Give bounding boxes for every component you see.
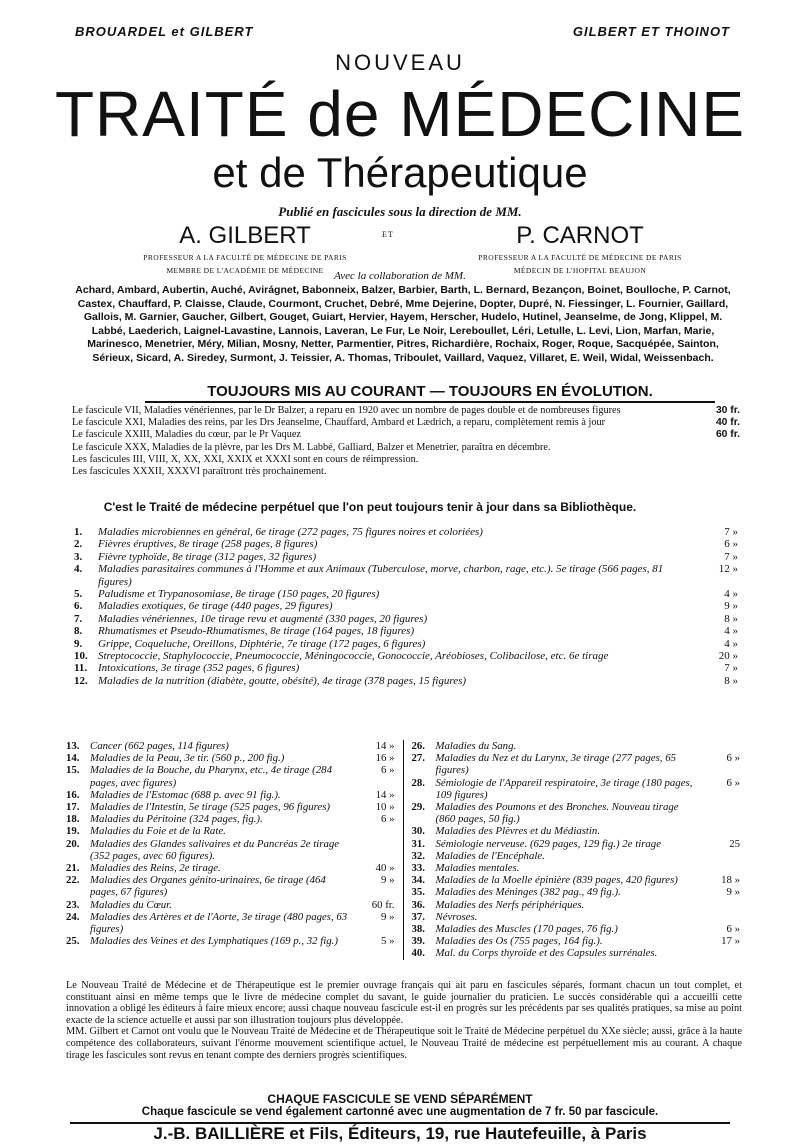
item-number: 9.: [74, 637, 83, 650]
item-number: 26.: [411, 740, 425, 752]
fascicule-notice: [72, 442, 740, 454]
item-title: Fièvres éruptives, 8e tirage (258 pages, 8 figures): [98, 538, 318, 551]
list-item: [66, 911, 395, 935]
item-number: 34.: [411, 874, 425, 887]
list-item: [74, 538, 738, 550]
director-gilbert: [95, 222, 395, 276]
list-item: [74, 650, 738, 662]
list-item: [66, 899, 395, 911]
list-item: [412, 874, 741, 886]
list-item: [66, 838, 395, 862]
item-price: 7 »: [724, 550, 738, 563]
notice-price: 40 fr.: [715, 417, 740, 429]
list-item: [74, 625, 738, 637]
notice-text: Les fascicules III, VIII, X, XX, XXI, XXIX et XXXI sont en cours de réimpression.: [72, 453, 419, 465]
list-item: [412, 801, 741, 825]
item-number: 2.: [74, 538, 83, 551]
item-title: Maladies des Os (755 pages, 164 fig.).: [435, 935, 603, 948]
banner-motto: TOUJOURS MIS AU COURANT — TOUJOURS EN ÉVOLUTION.: [145, 383, 715, 403]
list-item: [66, 825, 395, 837]
item-number: 21.: [66, 862, 80, 875]
director-name: A. GILBERT: [179, 222, 311, 249]
left-authors: BROUARDEL et GILBERT: [75, 24, 254, 39]
item-price: [700, 911, 740, 923]
item-number: 33.: [411, 862, 425, 875]
list-item: [412, 886, 741, 898]
item-number: 31.: [411, 837, 425, 850]
item-number: 40.: [411, 947, 425, 960]
list-item: [66, 764, 395, 788]
directors: [95, 222, 730, 276]
item-price: [700, 899, 740, 911]
description-paragraph: Le Nouveau Traité de Médecine et de Thérapeutique est le premier ouvrage français qui ait paru en fascicules séparés, formant chacun un tout complet, et constituant ainsi en même temps que le livre de médecine complet du savant, le guide journalier du praticien. Le succès considérable qui a accueilli cette innovation a obligé les éditeurs à faire mieux encore; aussi chaque nouveau fascicule est-il en progrès sur les précédents par ses qualités pratiques, sa mise au point exacte de la science actuelle et aussi par son illustration toujours plus développée.: [66, 980, 742, 1026]
item-title: Maladies du Foie et de la Rate.: [90, 825, 226, 838]
item-price: 6 »: [726, 776, 740, 789]
item-title: Streptococcie, Staphylococcie, Pneumococcie, Méningococcie, Gonococcie, Aréobioses, Colibacilose, etc. 6e tirage: [98, 650, 609, 663]
list-item: [412, 923, 741, 935]
item-number: 4.: [74, 563, 83, 576]
list-item: [412, 850, 741, 862]
list-item: [74, 638, 738, 650]
item-title: Maladies exotiques, 6e tirage (440 pages, 29 figures): [98, 600, 333, 613]
item-price: 9 »: [381, 910, 395, 923]
page-subtitle: et de Thérapeutique: [212, 149, 588, 196]
item-price: 40 »: [375, 862, 395, 875]
list-item: [66, 789, 395, 801]
item-title: Maladies des Veines et des Lymphatiques (169 p., 32 fig.): [90, 935, 338, 948]
item-number: 25.: [66, 935, 80, 948]
page-title: TRAITÉ de MÉDECINE: [54, 78, 746, 150]
list-item: [412, 740, 741, 752]
author-line: [75, 24, 730, 39]
right-column: [404, 740, 741, 960]
item-price: 4 »: [724, 625, 738, 638]
item-title: Fièvre typhoïde, 8e tirage (312 pages, 32 figures): [98, 550, 317, 563]
item-price: 4 »: [724, 588, 738, 601]
item-number: 39.: [411, 935, 425, 948]
item-price: [700, 947, 740, 959]
director-role: PROFESSEUR A LA FACULTÉ DE MÉDECINE DE PARIS: [478, 253, 682, 262]
item-price: 4 »: [724, 637, 738, 650]
item-price: [355, 838, 395, 862]
list-item: [74, 563, 738, 588]
list-item: [66, 813, 395, 825]
item-number: 5.: [74, 588, 83, 601]
cartonne-note: Chaque fascicule se vend également cartonné avec une augmentation de 7 fr. 50 par fascicule.: [141, 1106, 659, 1118]
item-number: 29.: [411, 801, 425, 814]
list-item: [74, 551, 738, 563]
list-item: [74, 588, 738, 600]
list-item: [412, 911, 741, 923]
right-authors: GILBERT ET THOINOT: [572, 24, 730, 39]
item-number: 35.: [411, 886, 425, 899]
item-title: Névroses.: [435, 910, 478, 923]
list-item: [412, 752, 741, 776]
notice-price: 60 fr.: [715, 429, 740, 441]
description-paragraph: MM. Gilbert et Carnot ont voulu que le Nouveau Traité de Médecine et de Thérapeutique soit le Traité de Médecine perpétuel du XXe siècle; aussi, grâce à la haute compétence des collaborateurs, suivant l'énorme mouvement scientifique actuel, le Nouveau Traité de médecine est perpétuellement mis au courant. A chaque tirage les fascicules sont revus en tenant compte des derniers progrès scientifiques.: [66, 1026, 742, 1061]
list-item: [66, 862, 395, 874]
item-title: Maladies microbiennes en général, 6e tirage (272 pages, 75 figures noires et coloriées): [98, 526, 483, 538]
list-item: [412, 899, 741, 911]
director-name: P. CARNOT: [516, 222, 644, 249]
item-number: 17.: [66, 801, 80, 814]
item-price: [700, 740, 740, 752]
item-number: 15.: [66, 764, 80, 777]
fascicule-notice: [72, 454, 740, 466]
item-price: 8 »: [724, 612, 738, 625]
item-number: 32.: [411, 849, 425, 862]
list-item: [66, 874, 395, 898]
item-title: Maladies des Plèvres et du Médiastin.: [435, 825, 601, 838]
item-number: 13.: [66, 740, 80, 752]
item-number: 16.: [66, 788, 80, 801]
publie-line: Publié en fascicules sous la direction de MM.: [278, 204, 522, 219]
description: [66, 980, 742, 1061]
fascicule-notice: [72, 429, 740, 441]
collaborators-list: Achard, Ambard, Aubertin, Auché, Avirágnet, Babonneix, Balzer, Barbier, Barth, L. Bernard, Bezançon, Boinet, Boulloche, P. Carnot, Castex, Chauffard, P. Claisse, Claude, Courmont, Cruchet, Debré, Mme Dejerine, Dopter, Dupré, N. Fiessinger, L. Fournier, Gaillard, Gallois, M. Garnier, Gaucher, Gilbert, Gouget, Guiart, Hervier, Hayem, Herscher, Hudelo, Hutinel, Jeanselme, de Jong, Klippel, M. Labbé, Laederich, Laignel-Lavastine, Lannois, Laveran, Le Fur, Le Noir, Lereboullet, Léri, Letulle, L. Levi, Lion, Marfan, Marie, Marinesco, Menetrier, Méry, Milian, Mosny, Netter, Parmentier, Pitres, Richardière, Rochaix, Roger, Roque, Sacquépée, Sainton, Sérieux, Sicard, A. Siredey, Surmont, J. Teissier, A. Thomas, Triboulet, Vaillard, Vaquez, Villaret, E. Weil, Widal, Weissenbach.: [75, 284, 731, 364]
fascicule-columns: [66, 740, 740, 960]
item-title: Rhumatismes et Pseudo-Rhumatismes, 8e tirage (164 pages, 18 figures): [98, 625, 415, 638]
list-item: [66, 801, 395, 813]
item-number: 36.: [411, 898, 425, 911]
item-number: 11.: [74, 662, 88, 675]
item-title: Sémiologie nerveuse. (629 pages, 129 fig.) 2e tirage: [435, 837, 661, 850]
item-price: 7 »: [724, 526, 738, 538]
list-item: [66, 935, 395, 947]
nouveau-label: NOUVEAU: [335, 50, 465, 75]
item-title: Maladies des Méninges (382 pag., 49 fig.).: [435, 886, 621, 899]
item-number: 22.: [66, 874, 80, 887]
item-number: 18.: [66, 813, 80, 826]
item-title: Maladies de l'Encéphale.: [435, 849, 545, 862]
fascicule-list: [74, 526, 738, 687]
item-price: 6 »: [381, 813, 395, 826]
item-price: 5 »: [381, 935, 395, 948]
item-title: Maladies des Poumons et des Bronches. Nouveau tirage (860 pages, 50 fig.): [435, 801, 679, 826]
fascicule-notices: [72, 405, 740, 478]
item-title: Maladies de l'Estomac (688 p. avec 91 fig.).: [90, 788, 281, 801]
item-title: Maladies des Nerfs périphériques.: [435, 898, 585, 911]
item-number: 24.: [66, 910, 80, 923]
item-title: Maladies des Artères et de l'Aorte, 3e tirage (480 pages, 63 figures): [90, 910, 348, 936]
item-price: [355, 825, 395, 837]
item-price: 25: [729, 837, 740, 850]
publisher-footer: J.-B. BAILLIÈRE et Fils, Éditeurs, 19, rue Hautefeuille, à Paris: [153, 1124, 647, 1143]
director-carnot: [430, 222, 730, 276]
item-price: 6 »: [726, 923, 740, 936]
list-item: [412, 947, 741, 959]
list-item: [74, 662, 738, 674]
fascicule-notice: [72, 417, 740, 429]
item-title: Maladies vénériennes, 10e tirage revu et augmenté (330 pages, 20 figures): [98, 612, 428, 625]
item-title: Maladies des Glandes salivaires et du Pancréas 2e tirage (352 pages, avec 60 figures).: [90, 837, 340, 862]
item-price: 12 »: [718, 563, 738, 576]
item-number: 1.: [74, 526, 83, 538]
item-title: Maladies de la Moelle épinière (839 pages, 420 figures): [435, 874, 678, 887]
item-price: [700, 850, 740, 862]
item-title: Grippe, Coqueluche, Oreillons, Diphtérie, 7e tirage (172 pages, 6 figures): [98, 637, 426, 650]
list-item: [74, 613, 738, 625]
list-item: [412, 862, 741, 874]
sold-separately: CHAQUE FASCICULE SE VEND SÉPARÉMENT: [267, 1092, 533, 1106]
et-separator: ET: [382, 230, 394, 239]
item-title: Intoxications, 3e tirage (352 pages, 6 figures): [98, 662, 300, 675]
notice-price: 30 fr.: [715, 405, 740, 416]
list-item: [74, 675, 738, 687]
item-number: 3.: [74, 550, 83, 563]
item-title: Maladies du Cœur.: [90, 898, 172, 911]
item-title: Maladies de la nutrition (diabète, goutte, obésité), 4e tirage (378 pages, 15 figures): [98, 674, 467, 687]
list-item: [412, 838, 741, 850]
item-title: Maladies des Reins, 2e tirage.: [90, 862, 221, 875]
item-number: 30.: [411, 825, 425, 838]
item-number: 27.: [411, 752, 425, 765]
item-title: Maladies parasitaires communes à l'Homme et aux Animaux (Tuberculose, morve, charbon, rage, etc.). 5e tirage (566 pages, 81 figures): [98, 563, 664, 588]
item-price: 9 »: [726, 886, 740, 899]
item-number: 14.: [66, 752, 80, 765]
notice-text: Les fascicules XXXII, XXXVI paraîtront très prochainement.: [72, 466, 327, 478]
item-number: 6.: [74, 600, 83, 613]
item-price: 6 »: [724, 538, 738, 551]
item-number: 12.: [74, 674, 88, 687]
item-title: Sémiologie de l'Appareil respiratoire, 3e tirage (180 pages, 109 figures): [435, 776, 693, 801]
item-price: 7 »: [724, 662, 738, 675]
notice-text: Le fascicule XXI, Maladies des reins, par les Drs Jeanselme, Chauffard, Ambard et Lædrich, a reparu, complètement remis à jour: [72, 417, 606, 429]
item-price: 6 »: [381, 764, 395, 777]
left-column: [66, 740, 404, 960]
item-price: 60 fr.: [371, 898, 395, 911]
list-item: [66, 752, 395, 764]
item-price: 20 »: [718, 650, 738, 663]
item-number: 37.: [411, 910, 425, 923]
notice-text: Le fascicule XXX, Maladies de la plèvre, par les Drs M. Labbé, Galliard, Balzer et Menetrier, paraîtra en décembre.: [72, 441, 551, 453]
director-role: PROFESSEUR A LA FACULTÉ DE MÉDECINE DE PARIS: [143, 253, 347, 262]
list-item: [74, 526, 738, 538]
item-title: Maladies des Organes génito-urinaires, 6e tirage (464 pages, 67 figures): [90, 874, 326, 899]
item-number: 10.: [74, 650, 88, 663]
item-title: Maladies de l'Intestin, 5e tirage (525 pages, 96 figures): [90, 801, 331, 814]
perpetual-treatise-line: C'est le Traité de médecine perpétuel que l'on peut toujours tenir à jour dans sa Bibliothèque.: [103, 500, 637, 514]
list-item: [74, 600, 738, 612]
item-number: 23.: [66, 898, 80, 911]
list-item: [412, 825, 741, 837]
item-price: 17 »: [721, 935, 740, 948]
item-title: Maladies des Muscles (170 pages, 76 fig.): [435, 923, 618, 936]
item-number: 28.: [411, 776, 425, 789]
item-price: 8 »: [724, 674, 738, 687]
item-price: 14 »: [375, 788, 395, 801]
item-title: Maladies du Nez et du Larynx, 3e tirage (277 pages, 65 figures): [435, 752, 676, 777]
item-price: 16 »: [375, 752, 395, 765]
item-price: 18 »: [721, 874, 740, 887]
item-price: [700, 801, 740, 825]
list-item: [412, 935, 741, 947]
item-title: Maladies de la Peau, 3e tir. (560 p., 200 fig.): [90, 752, 285, 765]
item-title: Cancer (662 pages, 114 figures): [90, 740, 229, 752]
item-price: [700, 825, 740, 837]
item-price: [700, 862, 740, 874]
item-price: 6 »: [726, 752, 740, 765]
item-title: Maladies du Péritoine (324 pages, fig.).: [90, 813, 263, 826]
collaboration-intro: Avec la collaboration de MM.: [334, 270, 466, 282]
notice-text: Le fascicule XXIII, Maladies du cœur, par le Pr Vaquez: [72, 429, 301, 441]
item-title: Paludisme et Trypanosomiase, 8e tirage (150 pages, 20 figures): [98, 588, 380, 601]
list-item: [66, 740, 395, 752]
item-title: Maladies de la Bouche, du Pharynx, etc., 4e tirage (284 pages, avec figures): [90, 764, 332, 789]
item-price: 9 »: [381, 874, 395, 887]
item-number: 7.: [74, 612, 83, 625]
item-number: 19.: [66, 825, 80, 838]
item-number: 38.: [411, 923, 425, 936]
notice-text: Le fascicule VII, Maladies vénériennes, par le Dr Balzer, a reparu en 1920 avec un nombre de pages double et de nombreuses figures: [72, 405, 621, 416]
list-item: [412, 777, 741, 801]
item-price: 14 »: [375, 740, 395, 752]
item-number: 20.: [66, 837, 80, 850]
item-title: Maladies mentales.: [435, 862, 520, 875]
fascicule-notice: [72, 405, 740, 417]
director-role: MEMBRE DE L'ACADÉMIE DE MÉDECINE: [166, 266, 324, 275]
director-role: MÉDECIN DE L'HOPITAL BEAUJON: [513, 266, 647, 275]
item-title: Maladies du Sang.: [435, 740, 517, 752]
item-number: 8.: [74, 625, 83, 638]
fascicule-notice: [72, 466, 740, 478]
item-price: 10 »: [375, 801, 395, 814]
item-price: 9 »: [724, 600, 738, 613]
item-title: Mal. du Corps thyroïde et des Capsules surrénales.: [435, 947, 658, 960]
